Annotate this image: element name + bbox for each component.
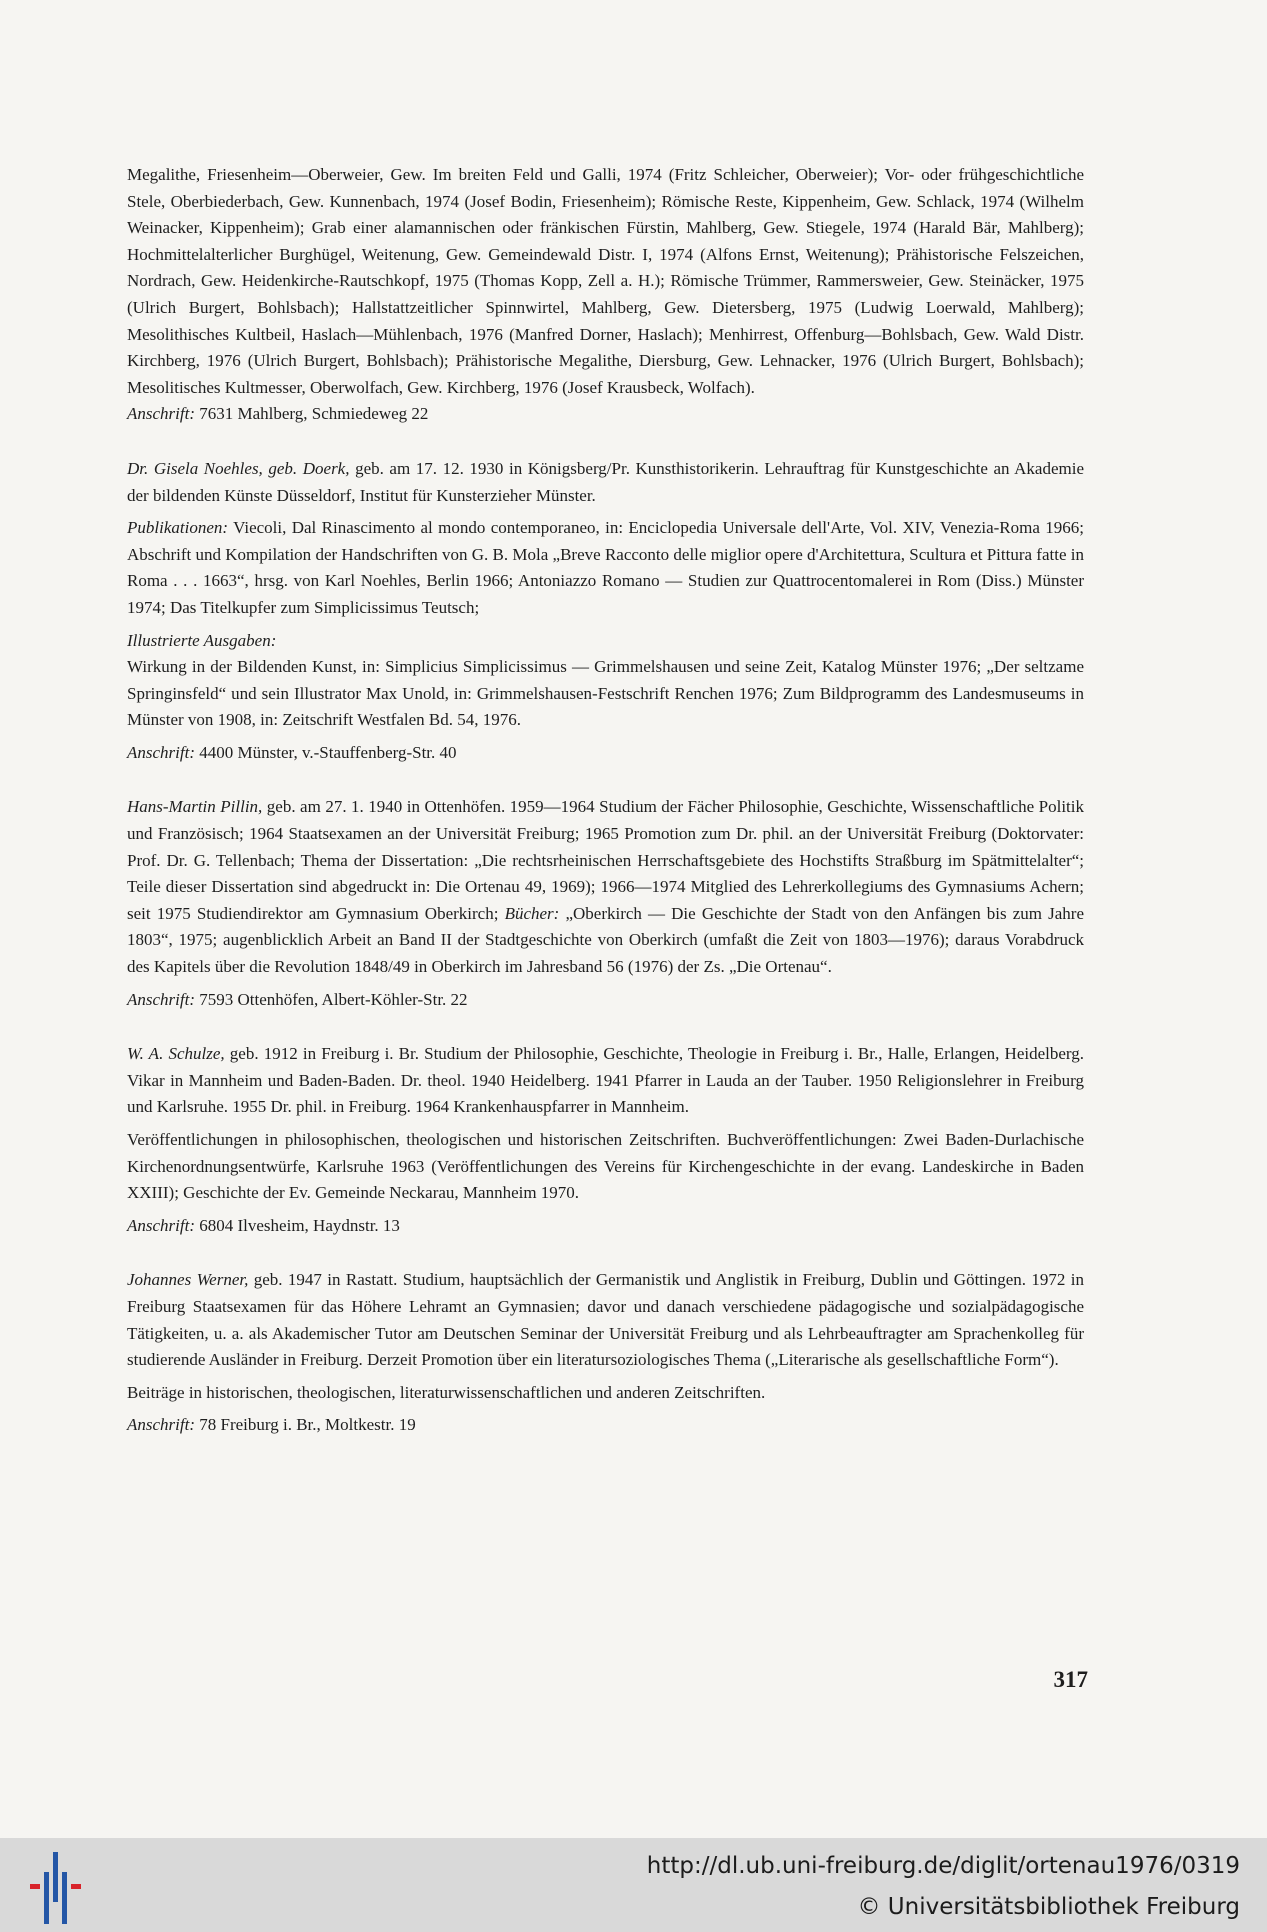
entry-bio: geb. am 27. 1. 1940 in Ottenhöfen. 1959—1964 Studium der Fächer Philosophie, Geschichte, Wissenschaftliche Politik und Französisch; 1964 Staatsexamen an der Universität Freiburg; 1965 Promotion zum Dr. phil. an der Universität Freiburg (Doktorvater: Prof. Dr. G. Tellenbach; Thema der Dissertation: „Die rechtsrheinischen Herrschaftsgebiete des Hochstifts Straßburg im Spätmittelalter“; Teile dieser Dissertation sind abgedruckt in: Die Ortenau 49, 1969); 1966—1974 Mitglied des Lehrerkollegiums des Gymnasiums Achern; seit 1975 Studiendirektor am Gymnasium Oberkirch; [127, 797, 1084, 923]
publications-label: Publikationen: [127, 518, 229, 538]
entry-bio: geb. am 17. 12. 1930 in Königsberg/Pr. Kunsthistorikerin. Lehrauftrag für Kunstgeschichte an Akademie der bildenden Künste Düsseldorf, Institut für Kunsterzieher Münster. [127, 458, 1084, 505]
address-value: 6804 Ilvesheim, Haydnstr. 13 [199, 1215, 400, 1235]
address-label: Anschrift: [127, 742, 195, 762]
address-value: 78 Freiburg i. Br., Moltkestr. 19 [199, 1415, 416, 1435]
author-notes [127, 162, 1084, 1439]
address-label: Anschrift: [127, 989, 195, 1009]
illustrated-label: Illustrierte Ausgaben: [127, 630, 277, 650]
author-name: Dr. Gisela Noehles, geb. Doerk, [127, 458, 350, 478]
entry-text [127, 1267, 1084, 1373]
entry-text [127, 456, 1084, 509]
publications-text: Viecoli, Dal Rinascimento al mondo contemporaneo, in: Enciclopedia Universale dell'Arte, Vol. XIV, Venezia-Roma 1966; Abschrift und Kompilation der Handschriften von G. B. Mola „Breve Racconto delle miglior opere d'Architettura, Scultura et Pittura fatte in Roma . . . 1663“, hrsg. von Karl Noehles, Berlin 1966; Antoniazzo Romano — Studien zur Quattrocentomalerei in Rom (Diss.) Münster 1974; Das Titelkupfer zum Simplicissimus Teutsch; [127, 518, 1084, 617]
address-label: Anschrift: [127, 404, 195, 424]
publications-text: Beiträge in historischen, theologischen, literaturwissenschaftlichen und anderen Zeitschriften. [127, 1382, 766, 1402]
address-line [127, 740, 1084, 767]
permalink-link[interactable]: http://dl.ub.uni-freiburg.de/diglit/ortenau1976/0319 [646, 1853, 1240, 1879]
address-value: 7631 Mahlberg, Schmiedeweg 22 [199, 404, 429, 424]
entry-bio-continued: „Oberkirch — Die Geschichte der Stadt von den Anfängen bis zum Jahre 1803“, 1975; augenblicklich Arbeit an Band II der Stadtgeschichte von Oberkirch (umfaßt die Zeit von 1803—1976); daraus Vorabdruck des Kapitels über die Revolution 1848/49 in Oberkirch im Jahresband 56 (1976) der Zs. „Die Ortenau“. [127, 903, 1085, 977]
address-line [127, 1213, 1084, 1240]
author-name: Johannes Werner, [127, 1270, 249, 1290]
author-name: Hans-Martin Pillin, [127, 797, 263, 817]
address-line [127, 987, 1084, 1014]
entry-text [127, 1041, 1084, 1121]
publications [127, 515, 1084, 621]
address-value: 4400 Münster, v.-Stauffenberg-Str. 40 [199, 742, 457, 762]
entry-bio: geb. 1947 in Rastatt. Studium, hauptsächlich der Germanistik und Anglistik in Freiburg, Dublin und Göttingen. 1972 in Freiburg Staatsexamen für das Höhere Lehramt an Gymnasien; davor und danach verschiedene pädagogische und sozialpädagogische Tätigkeiten, u. a. als Akademischer Tutor am Deutschen Seminar der Universität Freiburg und als Lehrbeauftragter am Sprachenkolleg für studierende Ausländer in Freiburg. Derzeit Promotion über ein literatursoziologisches Thema („Literarische als gesellschaftliche Form“). [127, 1270, 1084, 1370]
entry-text: Megalithe, Friesenheim—Oberweier, Gew. Im breiten Feld und Galli, 1974 (Fritz Schleicher, Oberweier); Vor- oder frühgeschichtliche Stele, Oberbiederbach, Gew. Kunnenbach, 1974 (Josef Bodin, Friesenheim); Römische Reste, Kippenheim, Gew. Schlack, 1974 (Wilhelm Weinacker, Kippenheim); Grab einer alamannischen oder fränkischen Fürstin, Mahlberg, Gew. Stiegele, 1974 (Harald Bär, Mahlberg); Hochmittelalterlicher Burghügel, Weitenung, Gew. Gemeindewald Distr. I, 1974 (Alfons Ernst, Weitenung); Prähistorische Felszeichen, Nordrach, Gew. Heidenkirche-Rautschkopf, 1975 (Thomas Kopp, Zell a. H.); Römische Trümmer, Rammersweier, Gew. Steinäcker, 1975 (Ulrich Burgert, Bohlsbach); Hallstattzeitlicher Spinnwirtel, Mahlberg, Gew. Dietersberg, 1975 (Ludwig Loerwald, Mahlberg); Mesolithisches Kultbeil, Haslach—Mühlenbach, 1976 (Manfred Dorner, Haslach); Menhirrest, Offenburg—Bohlsbach, Gew. Wald Distr. Kirchberg, 1976 (Ulrich Burgert, Bohlsbach); Prähistorische Megalithe, Diersburg, Gew. Lehnacker, 1976 (Ulrich Burgert, Bohlsbach); Mesolitisches Kultmesser, Oberwolfach, Gew. Kirchberg, 1976 (Josef Krausbeck, Wolfach). [127, 165, 1084, 397]
page-number: 317 [1053, 1667, 1088, 1692]
entry-bio: geb. 1912 in Freiburg i. Br. Studium der Philosophie, Geschichte, Theologie in Freiburg i. Br., Halle, Erlangen, Heidelberg. Vikar in Mannheim und Baden-Baden. Dr. theol. 1940 Heidelberg. 1941 Pfarrer in Lauda an der Tauber. 1950 Religionslehrer in Freiburg und Karlsruhe. 1955 Dr. phil. in Freiburg. 1964 Krankenhauspfarrer in Mannheim. [127, 1044, 1085, 1117]
author-name: W. A. Schulze, [127, 1044, 225, 1064]
copyright-text: © Universitätsbibliothek Freiburg [857, 1894, 1240, 1920]
address-label: Anschrift: [127, 1415, 195, 1435]
address-value: 7593 Ottenhöfen, Albert-Köhler-Str. 22 [199, 989, 468, 1009]
publications-text: Veröffentlichungen in philosophischen, theologischen und historischen Zeitschriften. Buchveröffentlichungen: Zwei Baden-Durlachische Kirchenordnungsentwürfe, Karlsruhe 1963 (Veröffentlichungen des Vereins für Kirchengeschichte in der evang. Landeskirche in Baden XXIII); Geschichte der Ev. Gemeinde Neckarau, Mannheim 1970. [127, 1130, 1084, 1203]
address-label: Anschrift: [127, 1215, 195, 1235]
address-line [127, 401, 1084, 428]
entry-text [127, 794, 1084, 980]
address-line [127, 1412, 1084, 1439]
library-logo-icon [30, 1852, 82, 1924]
illustrated-text: Wirkung in der Bildenden Kunst, in: Simplicius Simplicissimus — Grimmelshausen und seine Zeit, Katalog Münster 1976; „Der seltzame Springinsfeld“ und sein Illustrator Max Unold, in: Grimmelshausen-Festschrift Renchen 1976; Zum Bildprogramm des Landesmuseums in Münster von 1908, in: Zeitschrift Westfalen Bd. 54, 1976. [127, 657, 1084, 730]
books-label: Bücher: [504, 903, 560, 923]
